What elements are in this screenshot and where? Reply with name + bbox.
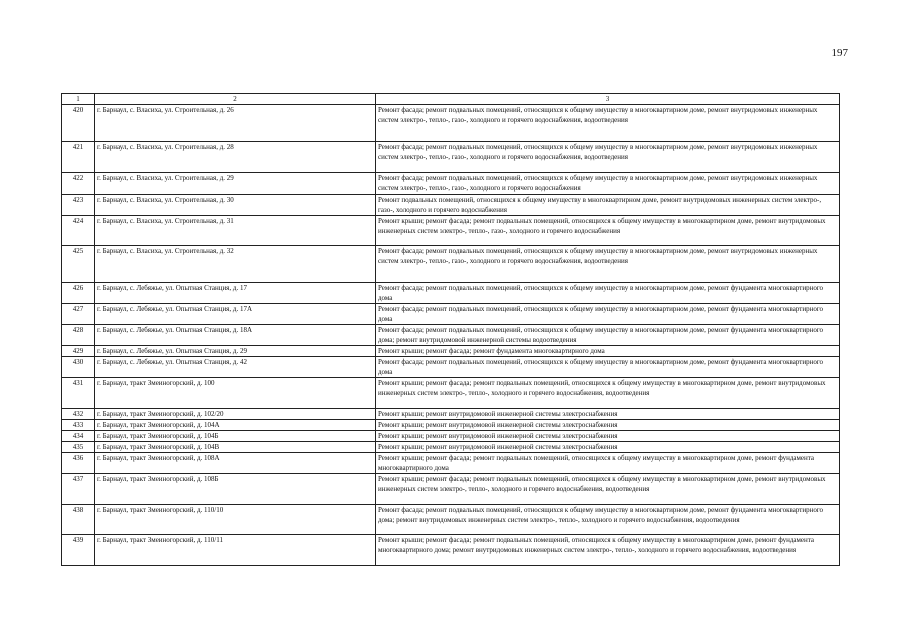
table-row [62, 283, 840, 304]
table-row [62, 409, 840, 420]
works-cell: Ремонт фасада; ремонт подвальных помещений, относящихся к общему имуществу в многоквартирном доме, ремонт внутридомовых инженерных систем электро-, тепло-, газо-, холодного и горячего водоснабжения, водоотведения [376, 246, 840, 283]
works-cell: Ремонт фасада; ремонт подвальных помещений, относящихся к общему имуществу в многоквартирном доме, ремонт фундамента многоквартирного дома [376, 357, 840, 378]
address-cell: г. Барнаул, тракт Змеиногорский, д. 104Б [95, 431, 376, 442]
repair-register-table [61, 93, 840, 566]
table-row [62, 474, 840, 505]
page-number: 197 [831, 47, 848, 59]
address-cell: г. Барнаул, тракт Змеиногорский, д. 104А [95, 420, 376, 431]
works-cell: Ремонт крыши; ремонт фасада; ремонт фундамента многоквартирного дома [376, 346, 840, 357]
row-number: 433 [62, 420, 95, 431]
row-number: 427 [62, 304, 95, 325]
table-row [62, 195, 840, 216]
address-cell: г. Барнаул, с. Власиха, ул. Строительная, д. 32 [95, 246, 376, 283]
row-number: 439 [62, 535, 95, 566]
column-number-row [62, 94, 840, 105]
column-header: 3 [376, 94, 840, 105]
table-row [62, 431, 840, 442]
address-cell: г. Барнаул, с. Лебяжье, ул. Опытная Станция, д. 29 [95, 346, 376, 357]
works-cell: Ремонт крыши; ремонт внутридомовой инженерной системы электроснабжения [376, 442, 840, 453]
address-cell: г. Барнаул, тракт Змеиногорский, д. 100 [95, 378, 376, 409]
works-cell: Ремонт крыши; ремонт фасада; ремонт подвальных помещений, относящихся к общему имуществу в многоквартирном доме, ремонт внутридомовых инженерных систем электро-, тепло-, холодного и горячего водоснабжения, водоотведения [376, 378, 840, 409]
table-row [62, 346, 840, 357]
table-row [62, 173, 840, 195]
address-cell: г. Барнаул, тракт Змеиногорский, д. 104В [95, 442, 376, 453]
row-number: 422 [62, 173, 95, 195]
works-cell: Ремонт крыши; ремонт фасада; ремонт подвальных помещений, относящихся к общему имуществу в многоквартирном доме, ремонт внутридомовых инженерных систем электро-, тепло-, холодного и горячего водоснабжения, водоотведения [376, 474, 840, 505]
works-cell: Ремонт фасада; ремонт подвальных помещений, относящихся к общему имуществу в многоквартирном доме, ремонт внутридомовых инженерных систем электро-, тепло-, газо-, холодного и горячего водоснабжения, водоотведения [376, 105, 840, 142]
works-cell: Ремонт фасада; ремонт подвальных помещений, относящихся к общему имуществу в многоквартирном доме, ремонт внутридомовых инженерных систем электро-, тепло-, газо-, холодного и горячего водоснабжения, водоотведения [376, 142, 840, 173]
table-row [62, 442, 840, 453]
works-cell: Ремонт крыши; ремонт внутридомовой инженерной системы электроснабжения [376, 420, 840, 431]
address-cell: г. Барнаул, с. Власиха, ул. Строительная, д. 28 [95, 142, 376, 173]
column-header: 1 [62, 94, 95, 105]
row-number: 438 [62, 505, 95, 535]
row-number: 426 [62, 283, 95, 304]
row-number: 424 [62, 216, 95, 246]
address-cell: г. Барнаул, тракт Змеиногорский, д. 108Б [95, 474, 376, 505]
works-cell: Ремонт фасада; ремонт подвальных помещений, относящихся к общему имуществу в многоквартирном доме, ремонт фундамента многоквартирного дома; ремонт внутридомовой инженерной системы водоотведения [376, 325, 840, 346]
address-cell: г. Барнаул, с. Власиха, ул. Строительная, д. 31 [95, 216, 376, 246]
row-number: 434 [62, 431, 95, 442]
address-cell: г. Барнаул, с. Лебяжье, ул. Опытная Станция, д. 17А [95, 304, 376, 325]
row-number: 436 [62, 453, 95, 474]
table-row [62, 105, 840, 142]
table-row [62, 378, 840, 409]
row-number: 425 [62, 246, 95, 283]
works-cell: Ремонт крыши; ремонт фасада; ремонт подвальных помещений, относящихся к общему имуществу в многоквартирном доме, ремонт фундамента многоквартирного дома [376, 453, 840, 474]
table-row [62, 246, 840, 283]
column-header: 2 [95, 94, 376, 105]
address-cell: г. Барнаул, тракт Змеиногорский, д. 110/10 [95, 505, 376, 535]
address-cell: г. Барнаул, тракт Змеиногорский, д. 108А [95, 453, 376, 474]
table-row [62, 142, 840, 173]
works-cell: Ремонт фасада; ремонт подвальных помещений, относящихся к общему имуществу в многоквартирном доме, ремонт фундамента многоквартирного дома [376, 304, 840, 325]
table-row [62, 216, 840, 246]
row-number: 420 [62, 105, 95, 142]
table-row [62, 505, 840, 535]
address-cell: г. Барнаул, с. Власиха, ул. Строительная, д. 29 [95, 173, 376, 195]
address-cell: г. Барнаул, с. Лебяжье, ул. Опытная Станция, д. 17 [95, 283, 376, 304]
table-row [62, 420, 840, 431]
row-number: 423 [62, 195, 95, 216]
works-cell: Ремонт фасада; ремонт подвальных помещений, относящихся к общему имуществу в многоквартирном доме, ремонт внутридомовых инженерных систем электро-, тепло-, газо-, холодного и горячего водоснабжения [376, 173, 840, 195]
row-number: 421 [62, 142, 95, 173]
row-number: 435 [62, 442, 95, 453]
works-cell: Ремонт фасада; ремонт подвальных помещений, относящихся к общему имуществу в многоквартирном доме, ремонт фундамента многоквартирного дома; ремонт внутридомовых инженерных систем электро-, тепло-, холодного и горячего водоснабжения, водоотведения [376, 505, 840, 535]
works-cell: Ремонт подвальных помещений, относящихся к общему имуществу в многоквартирном доме, ремонт внутридомовых инженерных систем электро-, газо-, холодного и горячего водоснабжения [376, 195, 840, 216]
row-number: 432 [62, 409, 95, 420]
works-cell: Ремонт крыши; ремонт внутридомовой инженерной системы электроснабжения [376, 431, 840, 442]
address-cell: г. Барнаул, тракт Змеиногорский, д. 110/11 [95, 535, 376, 566]
row-number: 437 [62, 474, 95, 505]
address-cell: г. Барнаул, тракт Змеиногорский, д. 102/20 [95, 409, 376, 420]
row-number: 431 [62, 378, 95, 409]
address-cell: г. Барнаул, с. Власиха, ул. Строительная, д. 30 [95, 195, 376, 216]
table-row [62, 304, 840, 325]
table-row [62, 535, 840, 566]
address-cell: г. Барнаул, с. Лебяжье, ул. Опытная Станция, д. 42 [95, 357, 376, 378]
table-row [62, 453, 840, 474]
address-cell: г. Барнаул, с. Власиха, ул. Строительная, д. 26 [95, 105, 376, 142]
row-number: 430 [62, 357, 95, 378]
row-number: 429 [62, 346, 95, 357]
table-row [62, 325, 840, 346]
works-cell: Ремонт фасада; ремонт подвальных помещений, относящихся к общему имуществу в многоквартирном доме, ремонт фундамента многоквартирного дома [376, 283, 840, 304]
row-number: 428 [62, 325, 95, 346]
table-row [62, 357, 840, 378]
works-cell: Ремонт крыши; ремонт фасада; ремонт подвальных помещений, относящихся к общему имуществу в многоквартирном доме, ремонт внутридомовых инженерных систем электро-, тепло-, газо-, холодного и горячего водоснабжения [376, 216, 840, 246]
works-cell: Ремонт крыши; ремонт внутридомовой инженерной системы электроснабжения [376, 409, 840, 420]
address-cell: г. Барнаул, с. Лебяжье, ул. Опытная Станция, д. 18А [95, 325, 376, 346]
works-cell: Ремонт крыши; ремонт фасада; ремонт подвальных помещений, относящихся к общему имуществу в многоквартирном доме, ремонт фундамента многоквартирного дома; ремонт внутридомовых инженерных систем электро-, тепло-, холодного и горячего водоснабжения, водоотведения [376, 535, 840, 566]
